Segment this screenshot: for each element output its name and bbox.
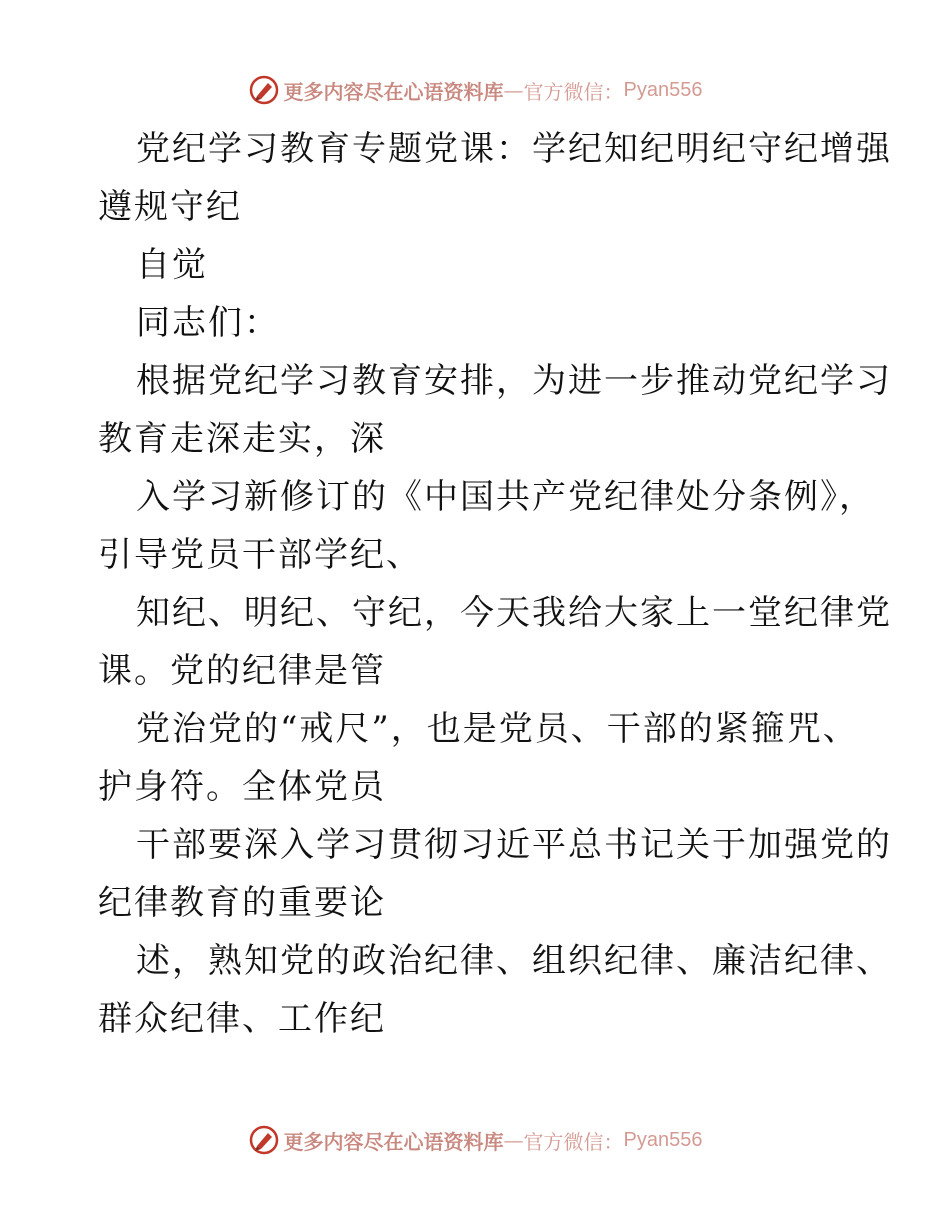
salutation: 同志们： — [136, 303, 280, 343]
footer-banner-main-text: 更多内容尽在心语资料库 — [283, 1129, 504, 1154]
paragraph-line: 党治党的“戒尺”，也是党员、干部的紧箍咒、 — [136, 709, 859, 749]
paragraph-line: 护身符。全体党员 — [98, 767, 386, 807]
paragraph-line: 干部要深入学习贯彻习近平总书记关于加强党的 — [136, 825, 892, 865]
paragraph-line: 知纪、明纪、守纪，今天我给大家上一堂纪律党 — [136, 593, 892, 633]
header-banner-sub-text: 官方微信： — [523, 79, 624, 104]
subtitle-line: 自觉 — [136, 245, 208, 285]
footer-banner — [0, 1120, 950, 1160]
title-line-1: 党纪学习教育专题党课：学纪知纪明纪守纪增强 — [136, 129, 892, 169]
footer-banner-dash: — — [503, 1128, 524, 1152]
pen-logo-icon — [248, 74, 280, 106]
header-banner-dash: — — [503, 78, 524, 102]
paragraph-line: 述，熟知党的政治纪律、组织纪律、廉洁纪律、 — [136, 941, 892, 981]
paragraph-line: 入学习新修订的《中国共产党纪律处分条例》， — [136, 477, 875, 517]
paragraph-line: 群众纪律、工作纪 — [98, 999, 386, 1039]
paragraph-line: 课。党的纪律是管 — [98, 651, 386, 691]
paragraph-line: 根据党纪学习教育安排，为进一步推动党纪学习 — [136, 361, 892, 401]
document-body — [98, 120, 892, 1048]
footer-banner-account: Pyan556 — [623, 1128, 703, 1151]
pen-logo-icon — [248, 1124, 280, 1156]
paragraph-line: 引导党员干部学纪、 — [98, 535, 422, 575]
paragraph-line: 教育走深走实，深 — [98, 419, 386, 459]
header-banner-main-text: 更多内容尽在心语资料库 — [283, 79, 504, 104]
header-banner — [0, 70, 950, 110]
title-line-2: 遵规守纪 — [98, 187, 242, 227]
header-banner-account: Pyan556 — [623, 78, 703, 101]
footer-banner-sub-text: 官方微信： — [523, 1129, 624, 1154]
paragraph-line: 纪律教育的重要论 — [98, 883, 386, 923]
